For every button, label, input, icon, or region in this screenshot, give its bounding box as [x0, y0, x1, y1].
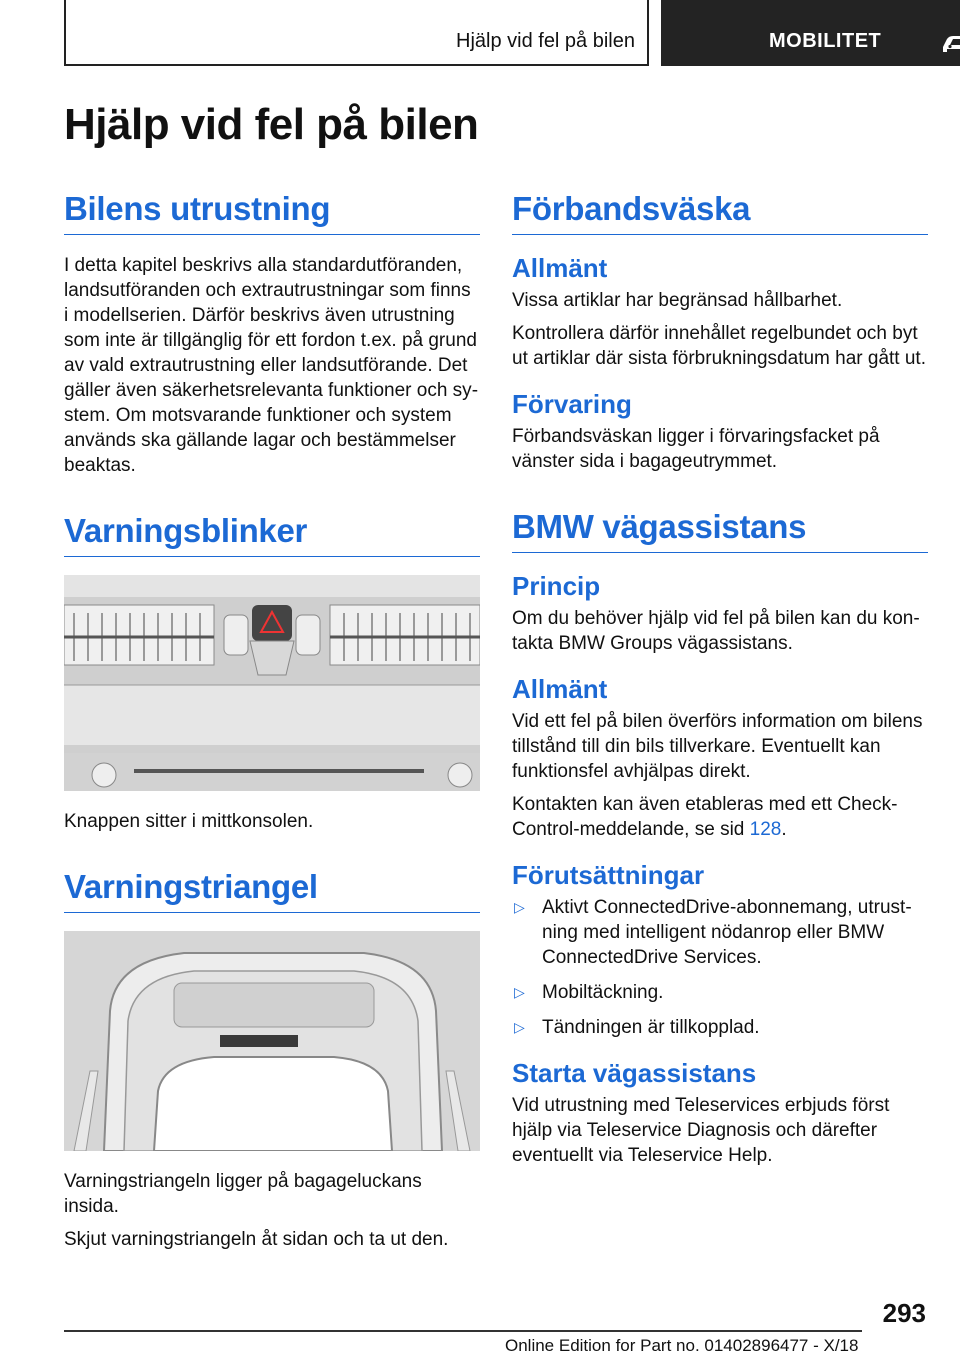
heading-forbandsvaska: Förbandsväska: [512, 190, 928, 235]
section-label: MOBILITET: [769, 30, 882, 52]
subheading-forvaring: Förvaring: [512, 389, 632, 419]
section-tab: [661, 0, 960, 66]
subheading-princip: Princip: [512, 571, 601, 601]
subheading-allmant-1: Allmänt: [512, 253, 608, 283]
page-title: Hjälp vid fel på bilen: [64, 100, 479, 149]
requirements-list: [512, 895, 928, 1040]
list-item: ▷ Aktivt ConnectedDrive-abonnemang, utrustning med intelligent nödanrop eller BMW ConnectedDrive Services.: [514, 897, 912, 968]
heading-bmw-vagassistans: BMW vägassistans: [512, 508, 928, 553]
list-item: ▷ Mobiltäckning.: [514, 982, 664, 1003]
heading-varningsblinker: Varningsblinker: [64, 512, 480, 557]
page-number: 293: [882, 1298, 926, 1328]
trunk-lid-image: [64, 931, 480, 1151]
hazard-button-image: [64, 575, 480, 791]
car-icon: [939, 33, 960, 55]
bullet-triangle-icon: ▷: [514, 984, 525, 1000]
footer-divider: [64, 1330, 862, 1332]
subheading-allmant-2: Allmänt: [512, 674, 608, 704]
paragraph-bilens-utrustning: I detta kapitel beskrivs alla standardutföranden, landsutföranden och extrautrustningar som finns i modellserien. Därför beskrivs även utrustning som inte är tillgänglig för ett fordon t.ex. på grund av vald extrautrustning eller landsutförande. Det gäller även säkerhetsrelevanta funktioner och system. Om motsvarande funktioner och system används ska gällande lagar och bestämmelser beaktas.: [64, 255, 479, 476]
bullet-triangle-icon: ▷: [514, 1019, 525, 1035]
chapter-title: Hjälp vid fel på bilen: [456, 30, 635, 52]
heading-bilens-utrustning: Bilens utrustning: [64, 190, 480, 235]
left-column: [64, 190, 480, 1260]
subheading-starta-vagassistans: Starta vägassistans: [512, 1058, 757, 1088]
subheading-forutsattningar: Förutsättningar: [512, 860, 705, 890]
page-link-128[interactable]: 128: [749, 819, 782, 840]
footer-edition: Online Edition for Part no. 01402896477 - X/18: [505, 1336, 859, 1355]
paragraph-allmant-2a: Vid ett fel på bilen överförs information om bilens tillstånd till din bils tillverkare. Eventuellt kan funktionsfel avhjälpas direkt.: [512, 711, 923, 782]
paragraph-princip: Om du behöver hjälp vid fel på bilen kan du kontakta BMW Groups vägassistans.: [512, 608, 920, 654]
caption-varningstriangel-1: Varningstriangeln ligger på bagageluckans insida.: [64, 1171, 422, 1217]
paragraph-allmant-1a: Vissa artiklar har begränsad hållbarhet.: [512, 290, 843, 311]
paragraph-forvaring: Förbandsväskan ligger i förvaringsfacket på vänster sida i bagageutrymmet.: [512, 426, 880, 472]
page-header: [64, 0, 960, 66]
right-column: [512, 190, 928, 1176]
paragraph-allmant-1b: Kontrollera därför innehållet regelbundet och byt ut artiklar där sista förbrukningsdatum har gått ut.: [512, 323, 926, 369]
caption-varningsblinker: Knappen sitter i mittkonsolen.: [64, 811, 314, 832]
chapter-tab: [64, 0, 649, 66]
paragraph-starta-vagassistans: Vid utrustning med Teleservices erbjuds först hjälp via Teleservice Diagnosis och därefter eventuellt via Teleservice Help.: [512, 1095, 890, 1166]
caption-varningstriangel-2: Skjut varningstriangeln åt sidan och ta ut den.: [64, 1229, 449, 1250]
list-item: ▷ Tändningen är tillkopplad.: [514, 1017, 760, 1038]
bullet-triangle-icon: ▷: [514, 899, 525, 915]
paragraph-allmant-2b: Kontakten kan även etableras med ett Check-Control-meddelande, se sid 128.: [512, 794, 898, 840]
heading-varningstriangel: Varningstriangel: [64, 868, 480, 913]
